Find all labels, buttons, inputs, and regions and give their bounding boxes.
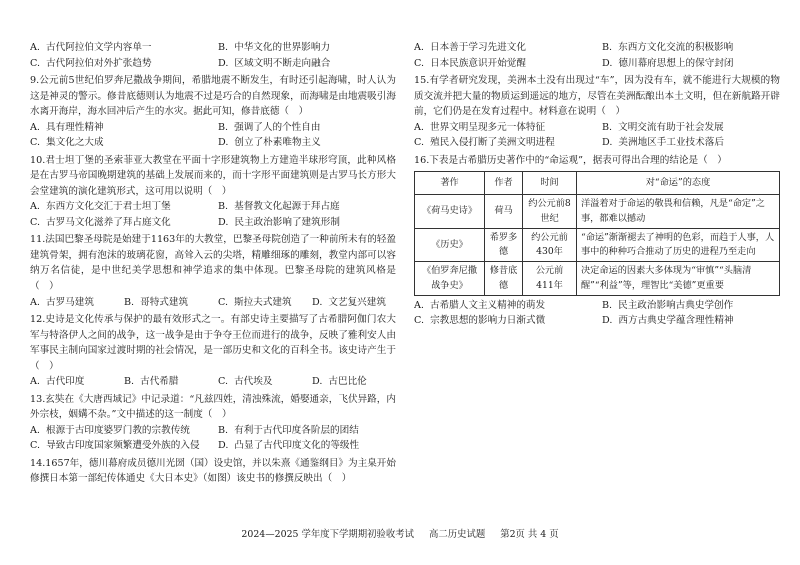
q8-option-d[interactable]: D. 区域文明不断走向融合 <box>218 57 331 69</box>
q9-stem: 9.公元前5世纪伯罗奔尼撒战争期间，希腊地震不断发生，有时还引起海啸，时人认为这是神灵的警示。修昔底德则认为地震不过是巧合的自然现象，而海啸是由地震吸引海水离开海岸，海水回冲后产生的水灾。据此可知，修昔底德（ ） <box>30 75 396 118</box>
q10-option-b[interactable]: B. 基督教文化起源于拜占庭 <box>218 201 340 213</box>
q13-option-c[interactable]: C. 导致古印度国家频繁遭受外族的入侵 <box>30 440 200 452</box>
question-14 <box>30 456 396 487</box>
q8-options <box>30 40 396 71</box>
q8-option-b[interactable]: B. 中华文化的世界影响力 <box>218 42 331 53</box>
q15-option-b[interactable]: B. 文明交流有助于社会发展 <box>602 121 724 133</box>
right-column <box>414 40 780 331</box>
q11-option-c[interactable]: C. 斯拉夫式建筑 <box>218 296 292 308</box>
q9-options <box>30 120 396 151</box>
q16-stem: 16.下表是古希腊历史著作中的“命运观”，据表可得出合理的结论是（ ） <box>414 154 727 166</box>
q12-stem: 12.史诗是文化传承与保护的最有效形式之一。有部史诗主要描写了古希腊阿伽门农大军与特洛伊人之间的战争，这一战争是由于争夺王位而进行的战争，反映了雅利安人由军事民主制向国家过渡时期的社会情况，是一部历史和文化的百科全书。该史诗产生于（ ） <box>30 314 396 372</box>
q14-option-d[interactable]: D. 德川幕府思想上的保守封闭 <box>602 57 734 69</box>
q12-options <box>30 374 396 390</box>
q13-stem: 13.玄奘在《大唐西域记》中记录道：“凡兹四姓，清浊殊流，婚娶通亲，飞伏异路，内外宗枝，姻媾不杂。”文中描述的这一制度（ ） <box>30 393 396 421</box>
q10-options <box>30 199 396 230</box>
table-header-row <box>415 172 780 195</box>
q11-stem: 11.法国巴黎圣母院是始建于1163年的大教堂，巴黎圣母院创造了一种前所未有的轻盈建筑骨架，拥有泡沫的玻璃花窗，高耸入云的尖塔，精雕细琢的雕刻，教堂内部可以容纳万名信徒，是中世纪美学思想和神学追求的集中体现。巴黎圣母院的建筑风格是（ ） <box>30 234 396 292</box>
footer-subject: 高二历史试题 <box>428 529 486 540</box>
q12-option-c[interactable]: C. 古代埃及 <box>218 376 273 388</box>
q10-option-a[interactable]: A. 东西方文化交汇于君士坦丁堡 <box>30 201 171 213</box>
q14-option-c[interactable]: C. 日本民族意识开始觉醒 <box>414 57 526 69</box>
q13-options <box>30 423 396 454</box>
table-cell-attitude: “命运”渐渐褪去了神明的色彩，而趋于人事，人事中的种种巧合推动了历史的进程乃至走向 <box>577 228 780 262</box>
q16-option-a[interactable]: A. 古希腊人文主义精神的萌发 <box>414 299 546 311</box>
footer-exam-title: 2024—2025 学年度下学期期初验收考试 <box>241 529 414 540</box>
q12-option-a[interactable]: A. 古代印度 <box>30 376 85 388</box>
table-header-cell: 作者 <box>485 172 523 195</box>
q12-option-d[interactable]: D. 古巴比伦 <box>312 376 367 388</box>
question-15 <box>414 73 780 151</box>
q10-option-c[interactable]: C. 古罗马文化滋养了拜占庭文化 <box>30 216 171 228</box>
table-cell-author: 希罗多德 <box>485 228 523 262</box>
q9-option-b[interactable]: B. 强调了人的个性自由 <box>218 121 321 133</box>
table-cell-time: 公元前411年 <box>523 262 577 296</box>
table-cell-author: 修昔底德 <box>485 262 523 296</box>
q10-option-d[interactable]: D. 民主政治影响了建筑形制 <box>218 216 340 228</box>
table-cell-attitude: 洋溢着对于命运的敬畏和信赖，凡是“命定”之事，都难以撼动 <box>577 195 780 229</box>
table-cell-work: 《历史》 <box>415 228 485 262</box>
q16-option-d[interactable]: D. 西方古典史学蕴含理性精神 <box>602 315 734 327</box>
question-10 <box>30 153 396 231</box>
table-header-cell: 对“命运”的态度 <box>577 172 780 195</box>
q11-option-d[interactable]: D. 文艺复兴建筑 <box>312 296 386 308</box>
q14-stem: 14.1657年，德川幕府成员德川光圀（国）设史馆，并以朱熹《通鉴纲目》为主臬开始修撰日本第一部纪传体通史《大日本史》（如图）该史书的修撰反映出（ ） <box>30 457 396 485</box>
table-cell-attitude: 决定命运的因素大多体现为“审慎”“头脑清醒”“利益”等，理智比“美德”更重要 <box>577 262 780 296</box>
page-footer <box>0 527 800 542</box>
table-header-cell: 时间 <box>523 172 577 195</box>
q14-option-b[interactable]: B. 东西方文化交流的积极影响 <box>602 42 734 53</box>
table-row <box>415 262 780 296</box>
q14-options <box>414 40 780 71</box>
q15-option-a[interactable]: A. 世界文明呈现多元一体特征 <box>414 121 546 133</box>
q13-option-a[interactable]: A. 根源于古印度婆罗门教的宗教传统 <box>30 424 190 436</box>
q13-option-d[interactable]: D. 凸显了古代印度文化的等级性 <box>218 440 360 452</box>
q16-options <box>414 298 780 329</box>
q14-option-a[interactable]: A. 日本善于学习先进文化 <box>414 42 526 53</box>
q9-option-c[interactable]: C. 集文化之大成 <box>30 137 104 149</box>
q12-option-b[interactable]: B. 古代希腊 <box>124 376 179 388</box>
table-row <box>415 228 780 262</box>
table-row <box>415 195 780 229</box>
q15-option-d[interactable]: D. 美洲地区手工业技术落后 <box>602 137 724 149</box>
q16-option-c[interactable]: C. 宗教思想的影响力日渐式微 <box>414 315 546 327</box>
q11-options <box>30 295 396 311</box>
table-header-cell: 著作 <box>415 172 485 195</box>
q8-option-c[interactable]: C. 古代阿拉伯对外扩张趋势 <box>30 57 152 69</box>
q15-stem: 15.有学者研究发现，美洲本土没有出现过“车”，因为没有车，就不能进行大规模的物质交流并把大量的物质运到遥远的地方，尽管在美洲酝酿出本土文明，但在新航路开辟前，它们仍是在发育过程中。材料意在说明（ ） <box>414 75 780 118</box>
left-column <box>30 40 396 489</box>
table-cell-time: 约公元前430年 <box>523 228 577 262</box>
q10-stem: 10.君士坦丁堡的圣索菲亚大教堂在平面十字形建筑物上方建造半球形穹顶，此种风格是在古罗马帝国晚期建筑的基础上发展而来的，而十字形平面建筑则是古罗马长方形大会堂建筑的演化建筑形式，这可用以说明（ ） <box>30 154 396 197</box>
question-13 <box>30 392 396 454</box>
q16-option-b[interactable]: B. 民主政治影响古典史学创作 <box>602 299 734 311</box>
q15-option-c[interactable]: C. 殖民入侵打断了美洲文明进程 <box>414 137 555 149</box>
question-12 <box>30 312 396 390</box>
q9-option-d[interactable]: D. 创立了朴素唯物主义 <box>218 137 321 149</box>
q13-option-b[interactable]: B. 有利于古代印度各阶层的团结 <box>218 424 359 436</box>
question-9 <box>30 73 396 151</box>
question-11 <box>30 232 396 310</box>
question-16 <box>414 153 780 329</box>
q11-option-b[interactable]: B. 哥特式建筑 <box>124 296 189 308</box>
q8-option-a[interactable]: A. 古代阿拉伯文学内容单一 <box>30 42 152 53</box>
history-works-table <box>414 171 780 296</box>
footer-page-number: 第2页 共 4 页 <box>500 529 559 540</box>
q15-options <box>414 120 780 151</box>
table-cell-work: 《伯罗奔尼撒战争史》 <box>415 262 485 296</box>
q9-option-a[interactable]: A. 具有理性精神 <box>30 121 104 133</box>
table-cell-author: 荷马 <box>485 195 523 229</box>
table-cell-time: 约公元前8世纪 <box>523 195 577 229</box>
q11-option-a[interactable]: A. 古罗马建筑 <box>30 296 94 308</box>
table-cell-work: 《荷马史诗》 <box>415 195 485 229</box>
